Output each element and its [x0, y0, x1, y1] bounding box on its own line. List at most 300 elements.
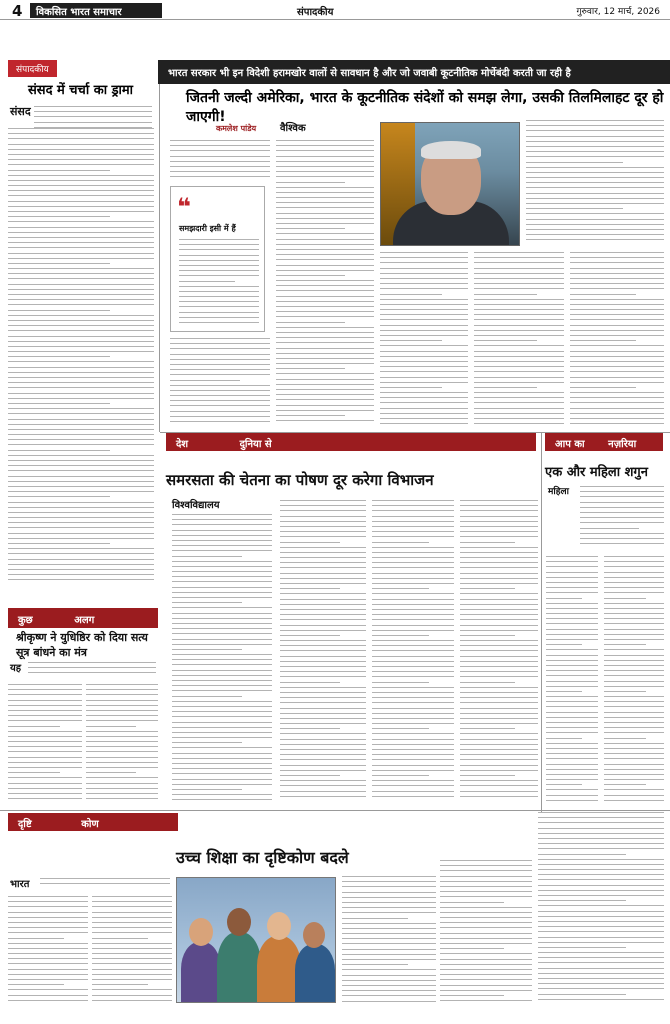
text-line	[546, 577, 598, 578]
text-line	[604, 784, 646, 785]
text-line	[538, 937, 664, 938]
text-line	[546, 738, 582, 739]
text-line	[8, 470, 154, 471]
text-line	[86, 700, 158, 701]
text-line	[372, 687, 454, 688]
text-line	[92, 901, 172, 902]
text-line	[526, 167, 664, 168]
text-line	[474, 325, 564, 326]
text-line	[372, 728, 429, 729]
text-line	[280, 791, 366, 792]
text-line	[179, 281, 235, 282]
text-line	[276, 249, 374, 250]
text-line	[604, 577, 664, 578]
text-line	[604, 743, 664, 744]
text-line	[172, 535, 272, 536]
text-line	[86, 783, 158, 784]
text-line	[172, 701, 272, 702]
text-line	[380, 402, 468, 403]
bottom-text-intro	[40, 878, 170, 892]
text-line	[8, 762, 82, 763]
text-line	[372, 578, 454, 579]
text-line	[172, 716, 272, 717]
text-line	[276, 192, 374, 193]
text-line	[546, 789, 598, 790]
text-line	[8, 320, 154, 321]
text-line	[460, 516, 538, 517]
text-line	[526, 162, 623, 163]
text-line	[604, 592, 664, 593]
text-line	[342, 985, 436, 986]
text-line	[372, 702, 454, 703]
text-line	[546, 556, 598, 557]
text-line	[8, 777, 82, 778]
text-line	[538, 822, 664, 823]
text-line	[8, 783, 82, 784]
text-line	[546, 655, 598, 656]
text-line	[538, 983, 664, 984]
right-section-bar	[545, 433, 663, 451]
text-line	[8, 538, 154, 539]
text-line	[280, 645, 366, 646]
text-line	[372, 733, 454, 734]
text-line	[460, 749, 538, 750]
text-line	[8, 444, 154, 445]
text-line	[8, 180, 154, 181]
text-line	[8, 1000, 88, 1001]
text-line	[372, 749, 454, 750]
text-line	[526, 177, 664, 178]
text-line	[276, 223, 374, 224]
text-line	[276, 254, 374, 255]
text-line	[546, 696, 598, 697]
text-line	[172, 675, 272, 676]
lead-photo	[380, 122, 520, 246]
text-line	[280, 775, 340, 776]
text-line	[372, 775, 429, 776]
text-line	[372, 505, 454, 506]
text-line	[276, 389, 374, 390]
text-line	[546, 800, 598, 801]
text-line	[8, 533, 154, 534]
text-line	[372, 562, 454, 563]
text-line	[460, 723, 538, 724]
text-line	[570, 345, 664, 346]
text-line	[280, 708, 366, 709]
text-line	[8, 164, 154, 165]
text-line	[538, 838, 664, 839]
text-line	[92, 974, 172, 975]
text-line	[372, 614, 454, 615]
text-line	[172, 581, 272, 582]
lead-byline: कमलेश पांडेय	[216, 124, 257, 133]
text-line	[538, 911, 664, 912]
text-line	[280, 630, 366, 631]
text-line	[526, 219, 664, 220]
krishna-section-bar	[8, 608, 158, 628]
text-line	[538, 968, 664, 969]
text-line	[372, 567, 454, 568]
text-line	[342, 881, 436, 882]
text-line	[460, 625, 538, 626]
text-line	[570, 335, 664, 336]
text-line	[380, 371, 468, 372]
text-line	[8, 284, 154, 285]
text-line	[460, 650, 538, 651]
text-line	[440, 912, 532, 913]
text-line	[8, 310, 110, 311]
text-line	[280, 552, 366, 553]
text-line	[380, 377, 468, 378]
text-line	[8, 559, 154, 560]
text-line	[580, 528, 639, 529]
text-line	[460, 785, 538, 786]
text-line	[380, 340, 442, 341]
text-line	[280, 536, 366, 537]
text-line	[372, 500, 454, 501]
text-line	[170, 390, 270, 391]
text-line	[526, 239, 664, 240]
text-line	[342, 928, 436, 929]
text-line	[8, 527, 154, 528]
text-line	[474, 408, 564, 409]
text-line	[570, 356, 664, 357]
text-line	[538, 900, 626, 901]
text-line	[342, 964, 408, 965]
text-line	[372, 521, 454, 522]
text-line	[526, 146, 664, 147]
text-line	[170, 421, 270, 422]
students-illustration	[176, 877, 336, 1003]
text-line	[280, 547, 366, 548]
text-line	[380, 309, 468, 310]
text-line	[440, 927, 532, 928]
text-line	[546, 706, 598, 707]
text-line	[570, 309, 664, 310]
text-line	[526, 203, 664, 204]
text-line	[92, 922, 172, 923]
text-line	[170, 385, 270, 386]
bottom-text-col1	[8, 896, 88, 1008]
text-line	[179, 255, 259, 256]
text-line	[342, 897, 436, 898]
text-line	[570, 314, 664, 315]
text-line	[179, 306, 259, 307]
text-line	[604, 795, 664, 796]
text-line	[172, 794, 272, 795]
text-line	[172, 779, 272, 780]
dateline: गुरुवार, 12 मार्च, 2026	[576, 7, 660, 17]
text-line	[372, 796, 454, 797]
text-line	[474, 418, 564, 419]
text-line	[8, 798, 82, 799]
text-line	[372, 635, 429, 636]
text-line	[440, 870, 532, 871]
text-line	[526, 156, 664, 157]
text-line	[546, 613, 598, 614]
text-line	[342, 954, 436, 955]
text-line	[170, 411, 270, 412]
text-line	[546, 681, 598, 682]
text-line	[526, 198, 664, 199]
text-line	[280, 625, 366, 626]
lead-text-col1-bottom	[170, 338, 270, 430]
text-line	[28, 667, 156, 668]
text-line	[172, 602, 242, 603]
text-line	[460, 791, 538, 792]
right-tag-right: नज़रिया	[608, 439, 637, 450]
text-line	[8, 253, 154, 254]
text-line	[526, 120, 664, 121]
editorial-tag: संपादकीय	[8, 60, 57, 77]
text-line	[170, 369, 270, 370]
text-line	[474, 278, 564, 279]
lead-text-col4	[474, 252, 564, 430]
text-line	[172, 587, 272, 588]
text-line	[342, 902, 436, 903]
text-line	[440, 1000, 532, 1001]
text-line	[604, 572, 664, 573]
text-line	[580, 512, 664, 513]
text-line	[276, 233, 374, 234]
text-line	[546, 675, 598, 676]
text-line	[8, 351, 154, 352]
text-line	[170, 359, 270, 360]
text-line	[604, 738, 646, 739]
text-line	[460, 666, 538, 667]
text-line	[580, 538, 664, 539]
text-line	[372, 526, 454, 527]
text-line	[460, 702, 538, 703]
text-line	[570, 397, 664, 398]
text-line	[92, 979, 172, 980]
text-line	[460, 640, 538, 641]
text-line	[170, 176, 270, 177]
text-line	[86, 726, 136, 727]
text-line	[92, 1000, 172, 1001]
text-line	[546, 774, 598, 775]
text-line	[170, 364, 270, 365]
text-line	[538, 988, 664, 989]
text-line	[546, 649, 598, 650]
text-line	[474, 273, 564, 274]
text-line	[526, 182, 664, 183]
text-line	[372, 785, 454, 786]
text-line	[460, 593, 538, 594]
text-line	[526, 151, 664, 152]
text-line	[86, 793, 158, 794]
text-line	[570, 382, 664, 383]
text-line	[8, 315, 154, 316]
text-line	[86, 772, 136, 773]
text-line	[546, 582, 598, 583]
text-line	[276, 259, 374, 260]
text-line	[280, 526, 366, 527]
pull-quote-lines	[179, 239, 259, 329]
text-line	[460, 635, 515, 636]
text-line	[580, 486, 664, 487]
text-line	[460, 505, 538, 506]
text-line	[8, 278, 154, 279]
text-line	[280, 542, 340, 543]
text-line	[526, 125, 664, 126]
text-line	[92, 932, 172, 933]
text-line	[380, 257, 468, 258]
lead-text-col5	[570, 252, 664, 430]
text-line	[546, 712, 598, 713]
text-line	[372, 780, 454, 781]
text-line	[460, 645, 538, 646]
text-line	[546, 784, 582, 785]
text-line	[8, 705, 82, 706]
text-line	[170, 140, 270, 141]
text-line	[280, 739, 366, 740]
text-line	[570, 294, 636, 295]
text-line	[372, 713, 454, 714]
text-line	[570, 366, 664, 367]
text-line	[372, 640, 454, 641]
text-line	[8, 736, 82, 737]
text-line	[546, 717, 598, 718]
text-line	[440, 959, 532, 960]
text-line	[8, 912, 88, 913]
text-line	[460, 599, 538, 600]
text-line	[276, 275, 345, 276]
text-line	[604, 732, 664, 733]
bottom-tag-right: कोण	[81, 819, 99, 830]
text-line	[276, 280, 374, 281]
text-line	[170, 145, 270, 146]
text-line	[474, 288, 564, 289]
text-line	[8, 974, 88, 975]
text-line	[8, 943, 88, 944]
text-line	[546, 629, 598, 630]
text-line	[372, 599, 454, 600]
text-line	[280, 785, 366, 786]
text-line	[460, 708, 538, 709]
lead-headline: जितनी जल्दी अमेरिका, भारत के कूटनीतिक संदेशों को समझ लेगा, उसकी तिलमिलाहट दूर हो जाएगी!	[186, 90, 664, 125]
text-line	[172, 576, 272, 577]
bottom-text-col4	[440, 860, 532, 1008]
text-line	[604, 639, 664, 640]
text-line	[276, 306, 374, 307]
text-line	[8, 455, 154, 456]
text-line	[280, 723, 366, 724]
text-line	[8, 138, 154, 139]
text-line	[40, 878, 170, 879]
text-line	[342, 886, 436, 887]
text-line	[172, 644, 272, 645]
text-line	[372, 791, 454, 792]
text-line	[8, 356, 110, 357]
text-line	[172, 540, 272, 541]
text-line	[604, 665, 664, 666]
text-line	[440, 922, 532, 923]
text-line	[604, 603, 664, 604]
text-line	[179, 296, 259, 297]
krishna-lead-word: यह	[10, 663, 22, 674]
text-line	[276, 316, 374, 317]
text-line	[460, 531, 538, 532]
bottom-text-col5	[538, 812, 664, 1008]
text-line	[580, 517, 664, 518]
text-line	[172, 550, 272, 551]
text-line	[92, 995, 172, 996]
text-line	[460, 510, 538, 511]
text-line	[276, 296, 374, 297]
text-line	[440, 907, 532, 908]
text-line	[380, 351, 468, 352]
text-line	[526, 193, 664, 194]
text-line	[570, 371, 664, 372]
text-line	[460, 739, 538, 740]
text-line	[526, 130, 664, 131]
text-line	[570, 377, 664, 378]
text-line	[380, 397, 468, 398]
text-line	[372, 604, 454, 605]
right-text-col2	[604, 556, 664, 806]
text-line	[440, 876, 532, 877]
text-line	[440, 865, 532, 866]
text-line	[538, 962, 664, 963]
text-line	[474, 314, 564, 315]
text-line	[570, 423, 664, 424]
text-line	[474, 351, 564, 352]
text-line	[8, 715, 82, 716]
text-line	[460, 588, 515, 589]
text-line	[8, 247, 154, 248]
text-line	[460, 682, 515, 683]
text-line	[172, 799, 272, 800]
text-line	[280, 521, 366, 522]
text-line	[474, 309, 564, 310]
text-line	[604, 696, 664, 697]
text-line	[546, 758, 598, 759]
text-line	[372, 573, 454, 574]
text-line	[546, 639, 598, 640]
text-line	[8, 268, 154, 269]
text-line	[86, 762, 158, 763]
text-line	[570, 418, 664, 419]
text-line	[170, 343, 270, 344]
text-line	[170, 405, 270, 406]
text-line	[546, 691, 582, 692]
text-line	[8, 434, 154, 435]
text-line	[538, 952, 664, 953]
text-line	[170, 171, 270, 172]
text-line	[372, 536, 454, 537]
text-line	[460, 770, 538, 771]
text-line	[380, 382, 468, 383]
text-line	[86, 798, 158, 799]
text-line	[460, 656, 538, 657]
text-line	[580, 496, 664, 497]
text-line	[8, 564, 154, 565]
text-line	[92, 917, 172, 918]
text-line	[28, 662, 156, 663]
text-line	[604, 800, 664, 801]
text-line	[538, 843, 664, 844]
text-line	[604, 566, 664, 567]
text-line	[8, 989, 88, 990]
text-line	[172, 763, 272, 764]
text-line	[172, 639, 272, 640]
text-line	[172, 607, 272, 608]
text-line	[8, 367, 154, 368]
text-line	[380, 299, 468, 300]
text-line	[580, 502, 664, 503]
text-line	[546, 753, 598, 754]
